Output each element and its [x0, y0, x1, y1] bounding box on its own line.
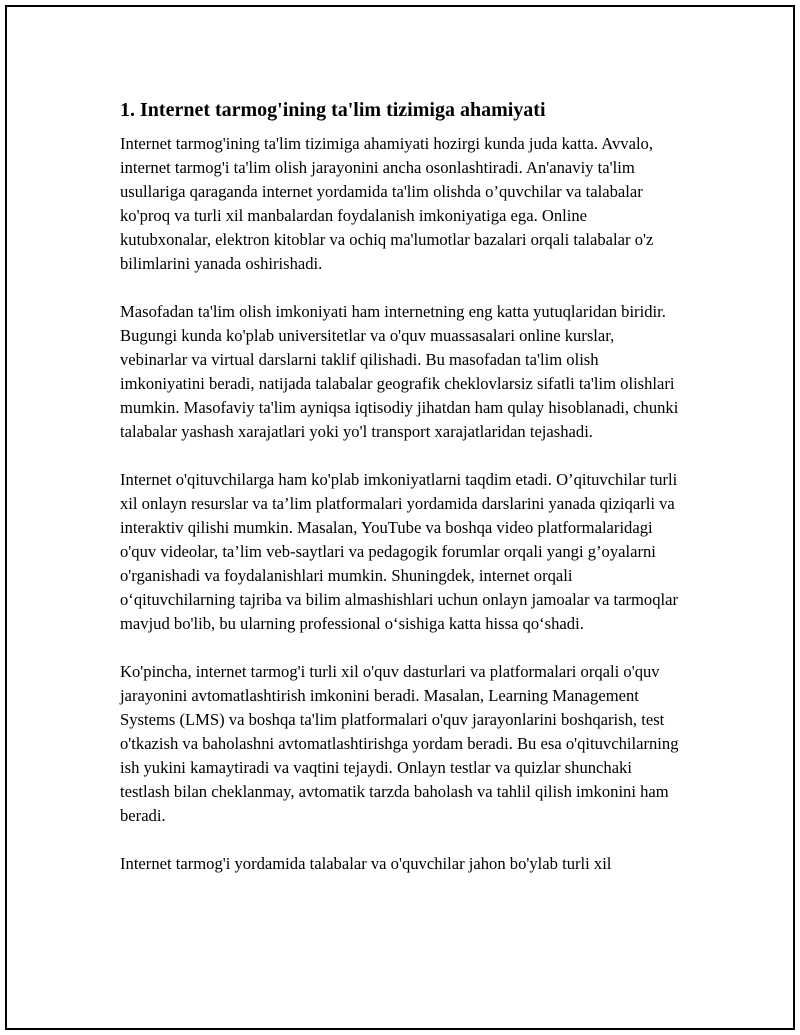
paragraph-4: Ko'pincha, internet tarmog'i turli xil o'quv dasturlari va platformalari orqali o'quv jarayonini avtomatlashtirish imkonini beradi. Masalan, Learning Management Systems (LMS) va boshqa ta'lim platformalari o'quv jarayonlarini boshqarish, test o'tkazish va baholashni avtomatlashtirishga yordam beradi. Bu esa o'qituvchilarning ish yukini kamaytiradi va vaqtini tejaydi. Onlayn testlar va quizlar shunchaki testlash bilan cheklanmay, avtomatik tarzda baholash va tahlil qilish imkonini ham beradi. [120, 662, 679, 825]
paragraph-1: Internet tarmog'ining ta'lim tizimiga ahamiyati hozirgi kunda juda katta. Avvalo, internet tarmog'i ta'lim olish jarayonini ancha osonlashtiradi. An'anaviy ta'lim usullariga qaraganda internet yordamida ta'lim olishda o’quvchilar va talabalar ko'proq va turli xil manbalardan foydalanish imkoniyatiga ega. Online kutubxonalar, elektron kitoblar va ochiq ma'lumotlar bazalari orqali talabalar o'z bilimlarini yanada oshirishadi. [120, 134, 654, 273]
document-body [120, 98, 680, 876]
page-frame [5, 5, 795, 1030]
section-heading: 1. Internet tarmog'ining ta'lim tizimiga ahamiyati [120, 99, 546, 121]
paragraph-2: Masofadan ta'lim olish imkoniyati ham internetning eng katta yutuqlaridan biridir. Bugungi kunda ko'plab universitetlar va o'quv muassasalari online kurslar, vebinarlar va virtual darslarni taklif qilishadi. Bu masofadan ta'lim olish imkoniyatini beradi, natijada talabalar geografik cheklovlarsiz sifatli ta'lim olishlari mumkin. Masofaviy ta'lim ayniqsa iqtisodiy jihatdan ham qulay hisoblanadi, chunki talabalar yashash xarajatlari yoki yo'l transport xarajatlaridan tejashadi. [120, 302, 679, 441]
paragraph-5: Internet tarmog'i yordamida talabalar va o'quvchilar jahon bo'ylab turli xil [120, 854, 612, 873]
paragraph-3: Internet o'qituvchilarga ham ko'plab imkoniyatlarni taqdim etadi. O’qituvchilar turli xil onlayn resurslar va ta’lim platformalari yordamida darslarini yanada qiziqarli va interaktiv qilishi mumkin. Masalan, YouTube va boshqa video platformalaridagi o'quv videolar, ta’lim veb-saytlari va pedagogik forumlar orqali yangi g’oyalarni o'rganishadi va foydalanishlari mumkin. Shuningdek, internet orqali o‘qituvchilarning tajriba va bilim almashishlari uchun onlayn jamoalar va tarmoqlar mavjud bo'lib, bu ularning professional o‘sishiga katta hissa qo‘shadi. [120, 470, 679, 633]
